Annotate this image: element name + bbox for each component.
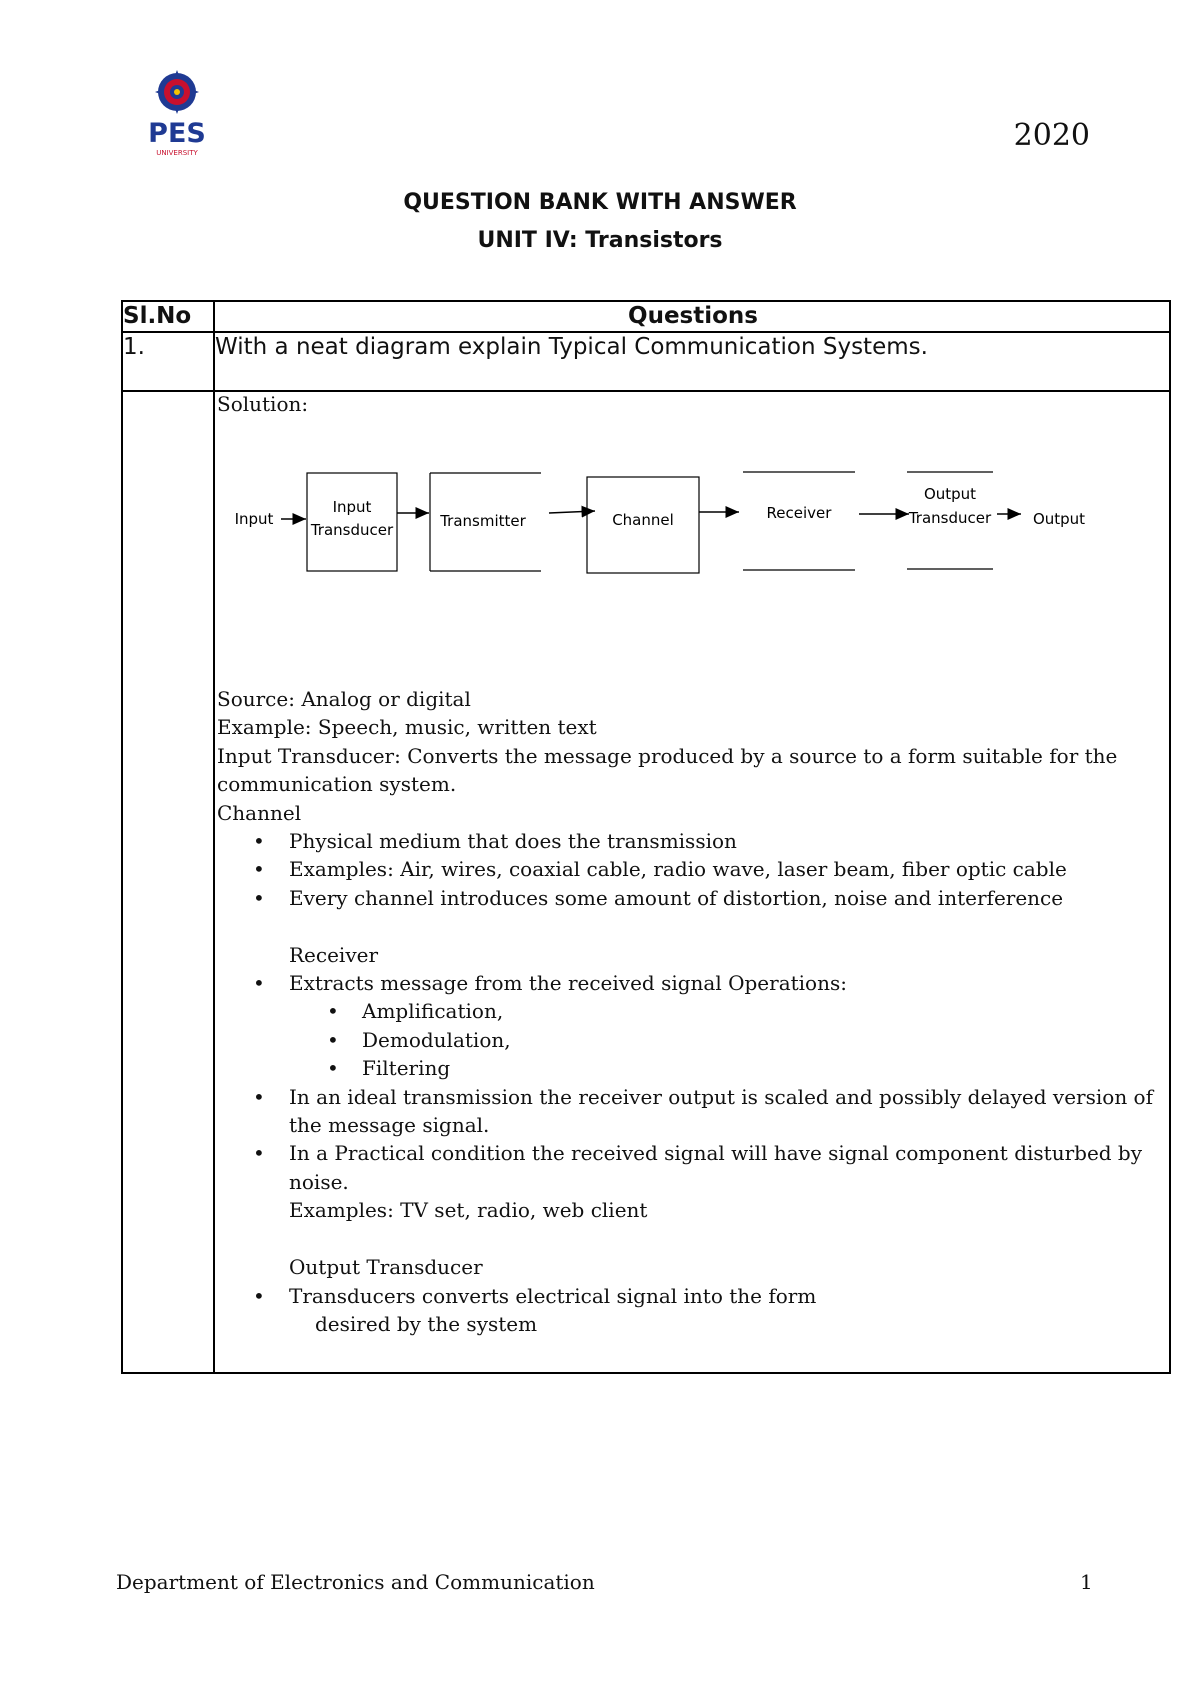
transmitter-label: Transmitter <box>440 512 526 530</box>
output-transducer-label-1: Output <box>923 485 977 503</box>
question-text: With a neat diagram explain Typical Communication Systems. <box>215 334 928 360</box>
source-line: Source: Analog or digital <box>217 687 471 711</box>
list-item: • Examples: Air, wires, coaxial cable, radio wave, laser beam, fiber optic cable <box>217 855 1167 883</box>
question-table <box>121 300 1171 1374</box>
receiver-heading: Receiver <box>289 942 379 967</box>
arrow-tx-ch <box>549 511 595 513</box>
footer-department: Department of Electronics and Communication <box>116 1570 595 1594</box>
answer-body <box>217 685 1167 1338</box>
solution-label: Solution: <box>217 392 309 416</box>
row-number: 1. <box>123 334 145 360</box>
page-subtitle: UNIT IV: Transistors <box>477 228 723 253</box>
list-item: • Physical medium that does the transmission <box>217 827 1167 855</box>
header-row-divider <box>123 331 1169 333</box>
channel-heading: Channel <box>217 800 302 825</box>
list-item: • Amplification, <box>217 997 1167 1025</box>
page-title: QUESTION BANK WITH ANSWER <box>403 190 797 215</box>
communication-system-diagram <box>219 442 1169 612</box>
input-transducer-label-2: Transducer <box>310 521 394 539</box>
list-item: • Transducers converts electrical signal into the form <box>217 1282 1167 1310</box>
receiver-examples: Examples: TV set, radio, web client <box>289 1198 648 1223</box>
logo-text: PES <box>148 118 206 149</box>
list-item: • Every channel introduces some amount of distortion, noise and interference <box>217 884 1167 912</box>
pes-university-logo <box>146 70 208 166</box>
col-questions-header: Questions <box>628 303 758 329</box>
list-item: • Filtering <box>217 1054 1167 1082</box>
list-item: • Demodulation, <box>217 1026 1167 1054</box>
channel-list <box>217 827 1167 912</box>
output-list <box>217 1282 1167 1310</box>
year: 2020 <box>1013 118 1090 153</box>
input-transducer-label-1: Input <box>332 498 372 516</box>
input-transducer-line: Input Transducer: Converts the message produced by a source to a form suitable for the <box>217 743 1118 768</box>
output-transducer-heading: Output Transducer <box>289 1255 483 1280</box>
output-transducer-label-2: Transducer <box>908 509 992 527</box>
example-line: Example: Speech, music, written text <box>217 715 597 740</box>
column-divider <box>213 302 215 1372</box>
receiver-label: Receiver <box>766 504 832 522</box>
page-number: 1 <box>1080 1570 1093 1594</box>
channel-label: Channel <box>612 511 674 529</box>
col-slno-header: Sl.No <box>123 303 192 329</box>
output-point-cont: desired by the system <box>315 1311 538 1336</box>
list-item: • In a Practical condition the received signal will have signal component disturbed by noise. <box>217 1139 1167 1196</box>
list-item: • In an ideal transmission the receiver output is scaled and possibly delayed version of the message signal. <box>217 1083 1167 1140</box>
receiver-list <box>217 969 1167 1196</box>
list-item: • Extracts message from the received signal Operations: <box>217 969 1167 997</box>
logo-subtext: UNIVERSITY <box>156 149 198 157</box>
diagram-input-label: Input <box>234 510 274 528</box>
diagram-output-label: Output <box>1032 510 1086 528</box>
input-transducer-line-cont: communication system. <box>217 772 457 797</box>
